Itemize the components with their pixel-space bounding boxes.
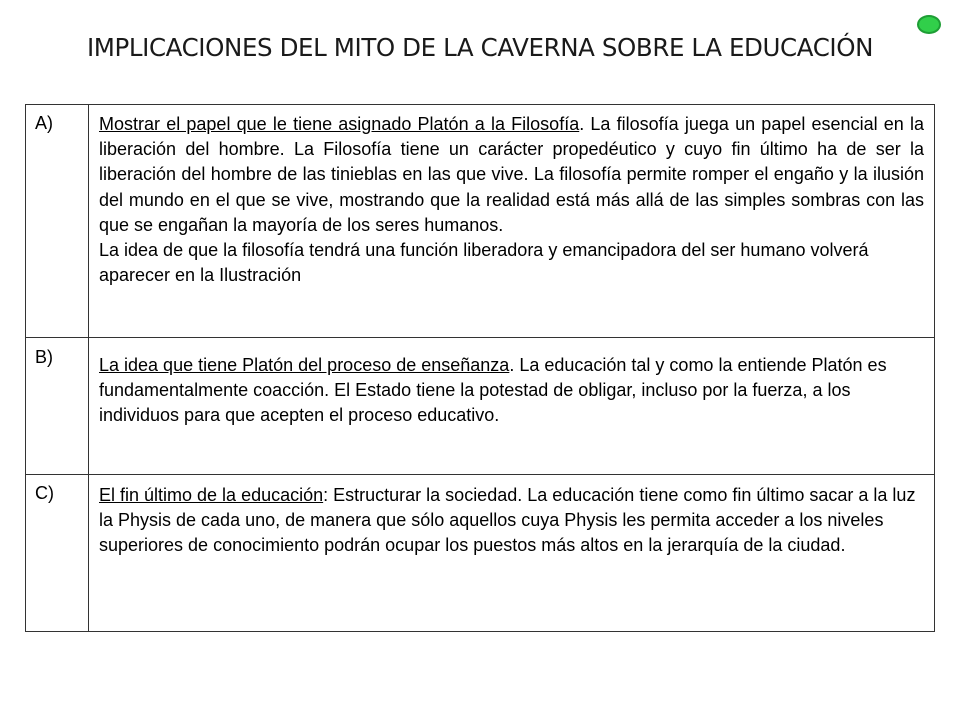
row-label: B) bbox=[26, 338, 89, 475]
content-table bbox=[25, 104, 935, 632]
row-text bbox=[89, 475, 935, 632]
row-heading: El fin último de la educación bbox=[99, 485, 324, 505]
row-text bbox=[89, 105, 935, 338]
green-dot-icon bbox=[917, 15, 941, 34]
row-heading: La idea que tiene Platón del proceso de enseñanza bbox=[99, 355, 510, 375]
row-heading: Mostrar el papel que le tiene asignado Platón a la Filosofía bbox=[99, 114, 580, 134]
row-body: . La educación tal y como la entiende Platón es fundamentalmente coacción. El Estado tiene la potestad de obligar, incluso por la fuerza, a los individuos para que acepten el proceso educativo. bbox=[99, 355, 887, 426]
table-row bbox=[26, 338, 935, 475]
row-label: A) bbox=[26, 105, 89, 338]
row-extra: La idea de que la filosofía tendrá una función liberadora y emancipadora del ser humano volverá aparecer en la Ilustración bbox=[99, 240, 869, 286]
table-row bbox=[26, 105, 935, 338]
row-paragraph bbox=[99, 112, 924, 238]
row-body: : Estructurar la sociedad. La educación tiene como fin último sacar a la luz la Physis de cada uno, de manera que sólo aquellos cuya Physis les permita acceder a los niveles superiores de conocimiento podrán ocupar los puestos más altos en la jerarquía de la ciudad. bbox=[99, 485, 916, 556]
row-text bbox=[89, 338, 935, 475]
page-title: IMPLICACIONES DEL MITO DE LA CAVERNA SOBRE LA EDUCACIÓN bbox=[86, 33, 874, 62]
row-label: C) bbox=[26, 475, 89, 632]
table-row bbox=[26, 475, 935, 632]
row-body: . La filosofía juega un papel esencial en la liberación del hombre. La Filosofía tiene un carácter propedéutico y cuyo fin último ha de ser la liberación del hombre de las tinieblas en las que vive. La filosofía permite romper el engaño y la ilusión del mundo en el que se vive, mostrando que la realidad está más allá de las simples sombras con las que se engañan la mayoría de los seres humanos. bbox=[99, 114, 924, 235]
